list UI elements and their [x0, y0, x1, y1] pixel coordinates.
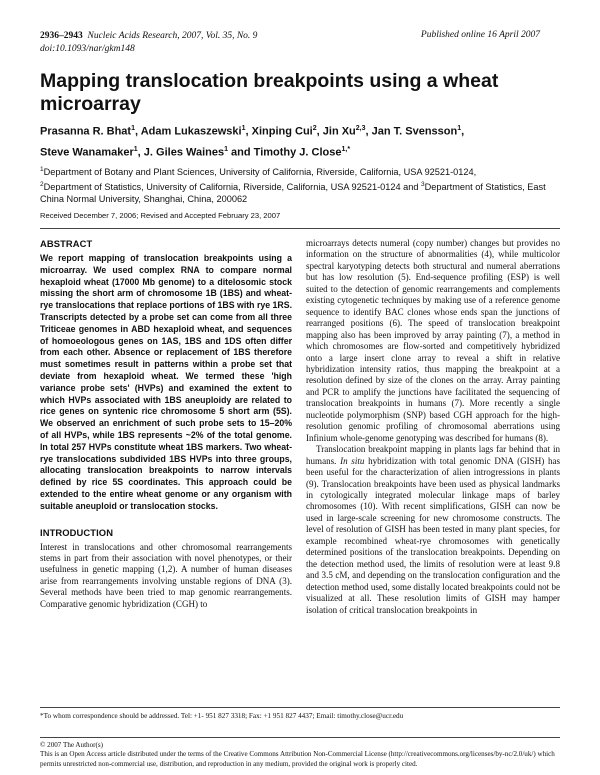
running-header — [40, 30, 370, 55]
affil-sup: 2 — [40, 180, 44, 188]
author-list — [40, 120, 560, 161]
introduction-heading: INTRODUCTION — [40, 526, 114, 538]
header-divider — [40, 228, 560, 229]
affiliations — [40, 164, 565, 206]
author-sup: 1,* — [341, 145, 351, 153]
affiliation-1: Department of Botany and Plant Sciences, University of California, Riverside, California, USA 92521-0124, — [43, 167, 477, 178]
paragraph-italic: In situ — [340, 455, 365, 466]
introduction-text: Interest in translocations and other chromosomal rearrangements stems in part from their association with novel phenotypes, or their usefulness in genetic mapping (1,2). A number of human diseases arise from rearrangements involving unstable regions of DNA (3). Several methods have been tried to map genomic rearrangements. Comparative genomic hybridization (CGH) to — [40, 541, 292, 609]
author-sup: 1 — [133, 145, 138, 153]
copyright-block — [40, 741, 560, 769]
author-name: Steve Wanamaker — [40, 146, 134, 159]
author-name: Prasanna R. Bhat — [40, 125, 132, 138]
copyright-line: © 2007 The Author(s) — [40, 741, 103, 749]
affil-sup: 3 — [421, 180, 425, 188]
affiliation-3: Department of Statistics, East China Normal University, Shanghai, China, 200062 — [40, 181, 546, 205]
author-name: Timothy J. Close — [253, 146, 342, 159]
author-sup: 1 — [241, 125, 246, 132]
correspondence-footnote — [40, 712, 560, 722]
author-sup: 1 — [224, 145, 228, 153]
doi: doi:10.1093/nar/gkm148 — [40, 43, 135, 54]
paragraph-text: hybridization with total genomic DNA (GISH) has been useful for the characterization of alien introgressions in plants (9). Translocation breakpoints have been used as physical landmarks in cytologically integrated molecular linkage maps of barley chromosomes (10). With recent simplifications, GISH can now be used in large-scale screening for new chromosome constructs. The level of resolution of GISH has been tested in many plant species, for example recombined wheat-rye chromosomes with genetically determined positions of the translocation breakpoints. Depending on the detection method used, the limits of resolution were at least 9.8 and 3.5 cM, and depending on the translocation configuration and the detection method used, some distally located breakpoints could not be visualized at all. These resolution limits of GISH may hamper isolation of critical translocation breakpoints in — [306, 455, 561, 615]
page-range: 2936–2943 — [40, 31, 83, 41]
affiliation-2: Department of Statistics, University of California, Riverside, California, USA 92521-0124 and — [43, 181, 419, 192]
author-sup: 1 — [131, 125, 135, 132]
right-column — [306, 238, 560, 616]
license-text: This is an Open Access article distributed under the terms of the Creative Commons Attribution Non-Commercial License (http://creativecommons.org/licenses/by-nc/2.0/uk/) which permits unrestricted non-commercial use, distribution, and reproduction in any medium, provided the original work is properly cited. — [40, 750, 555, 768]
author-name: J. Giles Waines — [143, 146, 225, 159]
received-dates: Received December 7, 2006; Revised and Accepted February 23, 2007 — [40, 211, 281, 220]
abstract-text: We report mapping of translocation breakpoints using a microarray. We used complex RNA to compare normal hexaploid wheat (17000 Mb genome) to a ditelosomic stock missing the short arm of chromosome 1B (1BS) and wheat-rye translocations that replace portions of 1BS with rye 1RS. Transcripts detected by a probe set can come from all three Triticeae genomes in ABD hexaploid wheat, and sequences of homoeologous genes on 1AS, 1BS and 1DS often differ from each other. Absence or replacement of 1BS therefore must sometimes result in patterns within a probe set that deviate from hexaploid wheat. We termed these 'high variance probe sets' (HVPs) and examined the extent to which HVPs associated with 1BS aneuploidy are related to rice genes on syntenic rice chromosome 5 short arm (5S). We observed an enrichment of such probe sets to 15–20% of all HVPs, while 1BS represents ~2% of the total genome. In total 257 HVPs constitute wheat 1BS markers. Two wheat-rye translocations subdivided 1BS HVPs into three groups, allocating translocation breakpoints to narrow intervals defined by rice 5S coordinates. This approach could be extended to the entire wheat genome or any organism with suitable aneuploid or translocation stocks. — [40, 253, 292, 511]
author-sup: 1 — [457, 125, 462, 132]
paragraph-text: Translocation breakpoint mapping in plants lags far behind that in humans. — [306, 444, 560, 466]
author-name: Jan T. Svensson — [371, 125, 458, 138]
paper-title: Mapping translocation breakpoints using a wheat microarray — [40, 70, 499, 115]
abstract-heading: ABSTRACT — [40, 238, 93, 249]
journal-citation: Nucleic Acids Research, 2007, Vol. 35, No. 9 — [87, 31, 258, 41]
author-line-1: Prasanna R. Bhat$^1$, Adam Lukaszewski$^1$, Xinping Cui$^2$, Jin Xu$^{2,3}$, Jan T. Svensson$^1$, — [40, 125, 465, 138]
author-name: Adam Lukaszewski — [140, 125, 242, 138]
author-name: Xinping Cui — [251, 125, 313, 138]
author-name: Jin Xu — [322, 125, 356, 138]
left-column — [40, 238, 292, 610]
author-sup: 2 — [312, 125, 317, 132]
author-sup: 2,3 — [355, 125, 366, 132]
body-paragraph-1: microarrays detects numeral (copy number) changes but provides no information on the structure of abnormalities (4), while multicolor spectral karyotyping detects both structural and numeral aberrations but has low resolution (5). End-sequence profiling (ESP) is well suited to the detection of genomic rearrangements and complements existing cytogenetic techniques by making use of a reference genome sequence to identify BAC clones whose ends span the junctions of rearranged positions (6). The speed of translocation breakpoint mapping also has been improved by array painting (7), a method in which chromosomes are flow-sorted and competitively hybridized onto a large insert clone array to reveal a shift in relative hybridization intensity ratios, thus mapping the breakpoint at a resolution defined by size of the clones on the array. Array painting and PCR to amplify the junctions have facilitated the sequencing of translocation breakpoints in humans (7). More recently a single nucleotide polymorphism (SNP) based CGH approach for the high-resolution genomic profiling of chromosomal aberrations using Infinium whole-genome genotyping was described for humans (8). — [306, 238, 560, 443]
published-date: Published online 16 April 2007 — [420, 30, 540, 40]
footnote-divider — [40, 707, 560, 708]
affil-sup: 1 — [40, 166, 44, 173]
copyright-divider — [40, 737, 560, 738]
body-paragraph-2 — [306, 444, 560, 616]
footnote-text: *To whom correspondence should be addressed. Tel: +1- 951 827 3318; Fax: +1 951 827 4437; Email: timothy.close@ucr.edu — [40, 712, 404, 720]
author-line-2: Steve Wanamaker$^1$, J. Giles Waines$^1$ and Timothy J. Close$^{1,*}$ — [40, 145, 351, 159]
